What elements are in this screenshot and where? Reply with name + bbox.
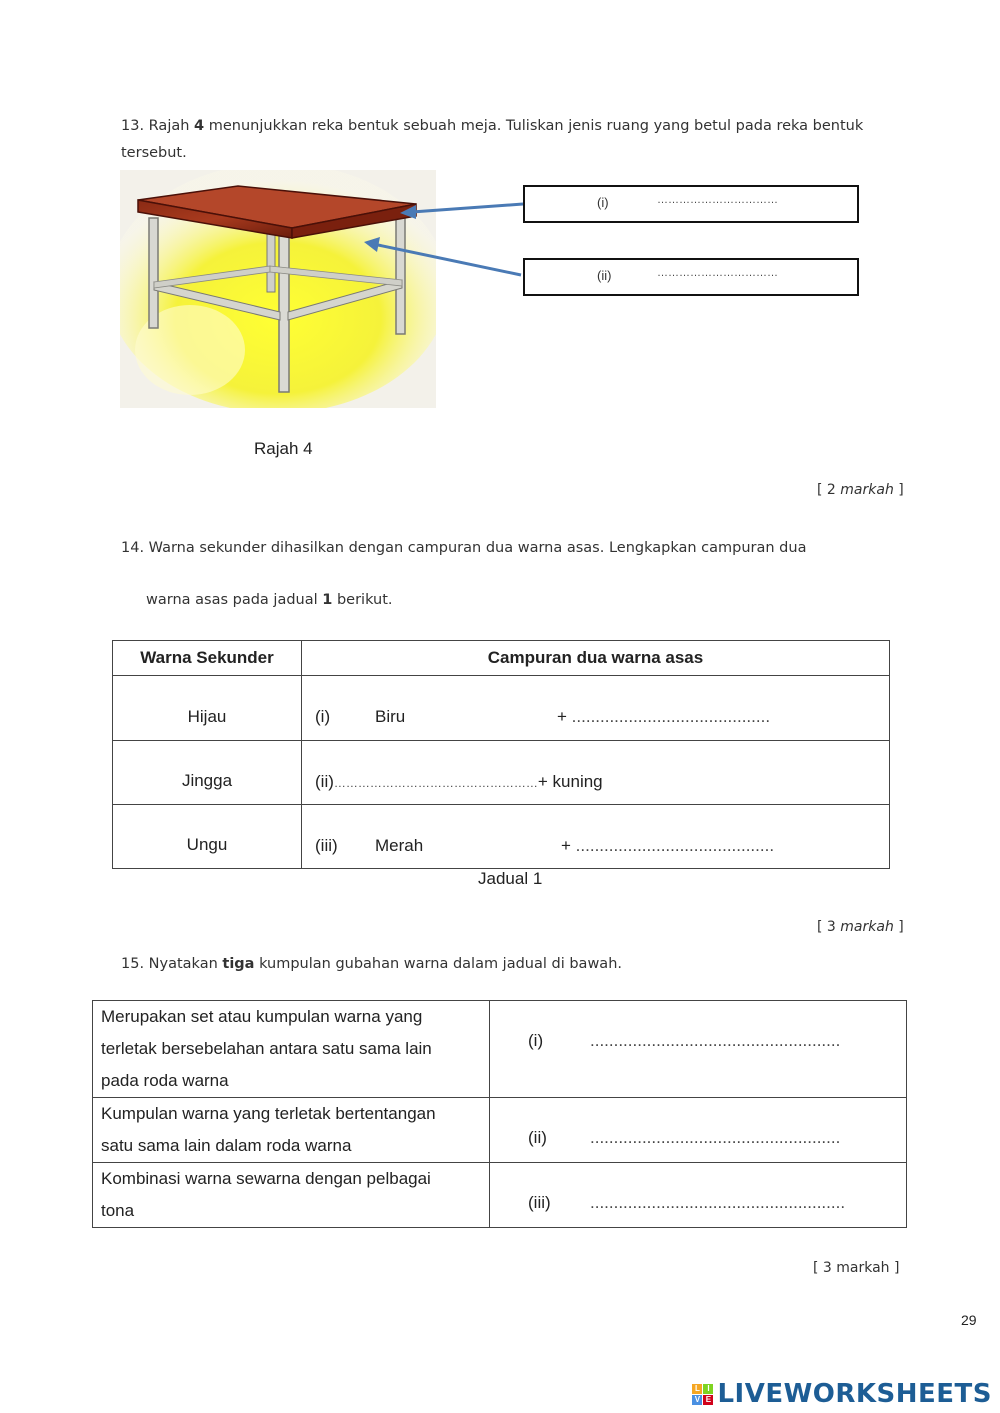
mix-cell: (i) Biru + .......................................... xyxy=(302,676,890,741)
header-campuran: Campuran dua warna asas xyxy=(302,641,890,676)
answer-label-ii: (ii) xyxy=(597,268,612,283)
answer-cell: (iii) ...................................................... xyxy=(490,1163,907,1228)
colour-cell: Jingga xyxy=(113,741,302,805)
answer-blank[interactable]: …………………………………………… xyxy=(333,775,538,790)
description-cell: Merupakan set atau kumpulan warna yang terletak bersebelahan antara satu sama lain pada roda warna xyxy=(93,1001,490,1098)
colour-mixing-table xyxy=(112,640,890,869)
q15-text: 15. Nyatakan tiga kumpulan gubahan warna dalam jadual di bawah. xyxy=(121,956,622,972)
table-row xyxy=(113,676,890,741)
answer-blank[interactable]: ...................................................... xyxy=(590,1193,846,1212)
colour-scheme-table xyxy=(92,1000,907,1228)
table-caption: Jadual 1 xyxy=(478,869,543,888)
q13-marks: [ 2 markah ] xyxy=(817,482,904,498)
table-row xyxy=(113,741,890,805)
mix-cell: (ii)……………………………………………+ kuning xyxy=(302,741,890,805)
q14-text-line2: warna asas pada jadual 1 berikut. xyxy=(146,592,393,608)
figure-caption: Rajah 4 xyxy=(254,439,313,458)
answer-blank[interactable]: ..................................................... xyxy=(590,1031,841,1050)
q15-marks: [ 3 markah ] xyxy=(813,1260,900,1276)
table-row xyxy=(93,1001,907,1098)
q14-text-line1: 14. Warna sekunder dihasilkan dengan campuran dua warna asas. Lengkapkan campuran dua xyxy=(121,540,807,556)
logo-mark-icon: L I V E xyxy=(692,1384,713,1405)
answer-label-i: (i) xyxy=(597,195,609,210)
description-cell: Kumpulan warna yang terletak bertentangan satu sama lain dalam roda warna xyxy=(93,1098,490,1163)
description-cell: Kombinasi warna sewarna dengan pelbagai tona xyxy=(93,1163,490,1228)
q13-text: 13. Rajah 4 menunjukkan reka bentuk sebuah meja. Tuliskan jenis ruang yang betul pada reka bentuk tersebut. xyxy=(121,118,864,161)
table-row xyxy=(113,805,890,869)
answer-blank[interactable]: ..................................................... xyxy=(590,1128,841,1147)
answer-cell: (i) ..................................................... xyxy=(490,1001,907,1098)
answer-box-i[interactable] xyxy=(523,185,859,223)
mix-cell: (iii) Merah + .......................................... xyxy=(302,805,890,869)
logo-text: LIVEWORKSHEETS xyxy=(717,1379,992,1409)
header-warna-sekunder: Warna Sekunder xyxy=(113,641,302,676)
pointer-arrows xyxy=(360,195,530,285)
answer-blank[interactable]: .......................................... xyxy=(575,835,775,855)
answer-dots-ii[interactable]: …………………………… xyxy=(657,267,778,279)
answer-blank[interactable]: .......................................... xyxy=(571,707,771,726)
answer-box-ii[interactable] xyxy=(523,258,859,296)
colour-cell: Hijau xyxy=(113,676,302,741)
answer-cell: (ii) ..................................................... xyxy=(490,1098,907,1163)
liveworksheets-logo xyxy=(692,1378,992,1410)
q14-marks: [ 3 markah ] xyxy=(817,919,904,935)
page-number: 29 xyxy=(961,1312,977,1328)
table-row xyxy=(93,1098,907,1163)
colour-cell: Ungu xyxy=(113,805,302,869)
table-row xyxy=(93,1163,907,1228)
answer-dots-i[interactable]: …………………………… xyxy=(657,194,778,206)
